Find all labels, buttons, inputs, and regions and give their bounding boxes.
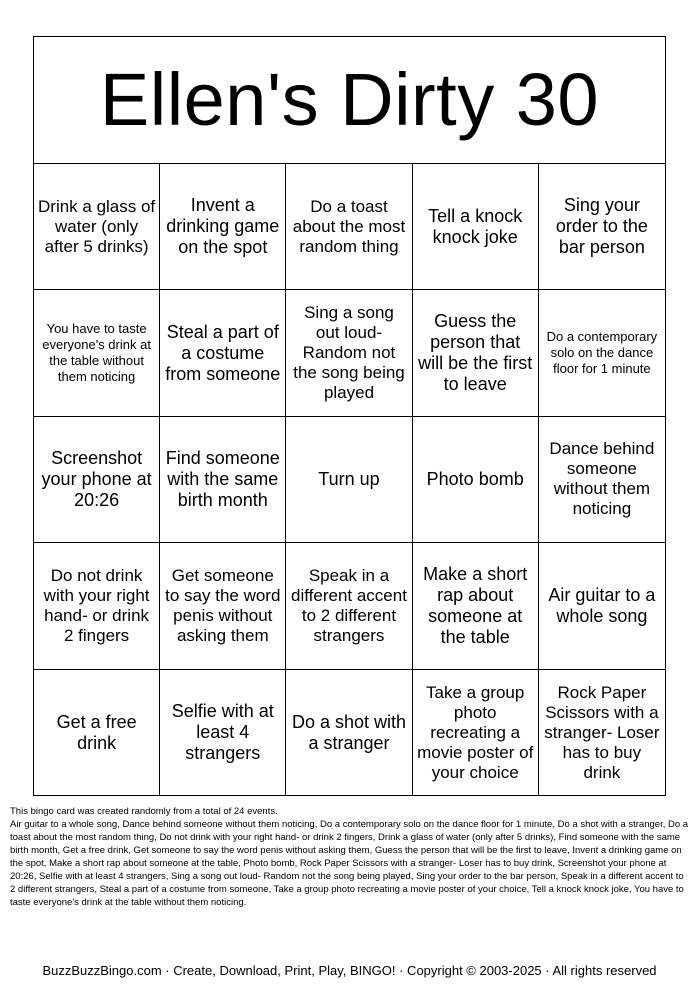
bingo-cell: Find someone with the same birth month <box>160 417 286 543</box>
card-note <box>10 805 690 909</box>
bingo-grid <box>34 164 665 796</box>
bingo-cell: Sing your order to the bar person <box>539 164 665 290</box>
bingo-cell: Do not drink with your right hand- or drink 2 fingers <box>34 543 160 669</box>
bingo-cell: Do a shot with a stranger <box>286 670 412 796</box>
bingo-cell: Guess the person that will be the first to leave <box>413 290 539 416</box>
bingo-cell: Rock Paper Scissors with a stranger- Loser has to buy drink <box>544 682 660 782</box>
bingo-cell: Dance behind someone without them noticing <box>539 417 665 543</box>
bingo-cell: Do a contemporary solo on the dance floor for 1 minute <box>539 290 665 416</box>
bingo-cell: Drink a glass of water (only after 5 drinks) <box>34 164 160 290</box>
bingo-cell: Steal a part of a costume from someone <box>160 290 286 416</box>
bingo-cell: Take a group photo recreating a movie poster of your choice <box>413 670 539 796</box>
card-title: Ellen's Dirty 30 <box>34 37 665 164</box>
bingo-cell: Selfie with at least 4 strangers <box>160 670 286 796</box>
bingo-cell: Get a free drink <box>34 670 160 796</box>
bingo-cell: Do a toast about the most random thing <box>286 164 412 290</box>
bingo-cell: Get someone to say the word penis without asking them <box>160 543 286 669</box>
bingo-cell: Turn up <box>286 417 412 543</box>
site-footer: BuzzBuzzBingo.com · Create, Download, Print, Play, BINGO! · Copyright © 2003-2025 · All rights reserved <box>42 963 657 978</box>
bingo-cell: Tell a knock knock joke <box>413 164 539 290</box>
bingo-cell: Photo bomb <box>413 417 539 543</box>
bingo-cell: Make a short rap about someone at the table <box>413 543 539 669</box>
bingo-cell: You have to taste everyone's drink at the table without them noticing <box>34 290 160 416</box>
bingo-cell: Air guitar to a whole song <box>539 543 665 669</box>
bingo-cell: Invent a drinking game on the spot <box>160 164 286 290</box>
note-event-list: Air guitar to a whole song, Dance behind someone without them noticing, Do a contemporary solo on the dance floor for 1 minute, Do a shot with a stranger, Do a toast about the most random thing, Do not drink with your right hand- or drink 2 fingers, Drink a glass of water (only after 5 drinks), Find someone with the same birth month, Get a free drink, Get someone to say the word penis without asking them, Guess the person that will be the first to leave, Invent a drinking game on the spot, Make a short rap about someone at the table, Photo bomb, Rock Paper Scissors with a stranger- Loser has to buy drink, Screenshot your phone at 20:26, Selfie with at least 4 strangers, Sing a song out loud- Random not the song being played, Sing your order to the bar person, Speak in a different accent to 2 different strangers, Steal a part of a costume from someone, Take a group photo recreating a movie poster of your choice, Tell a knock knock joke, You have to taste everyone's drink at the table without them noticing. <box>10 819 689 908</box>
bingo-card <box>33 36 666 796</box>
note-summary: This bingo card was created randomly from a total of 24 events. <box>10 806 278 817</box>
bingo-cell: Speak in a different accent to 2 different strangers <box>286 543 412 669</box>
bingo-cell: Sing a song out loud- Random not the song being played <box>286 290 412 416</box>
bingo-cell: Screenshot your phone at 20:26 <box>34 417 160 543</box>
